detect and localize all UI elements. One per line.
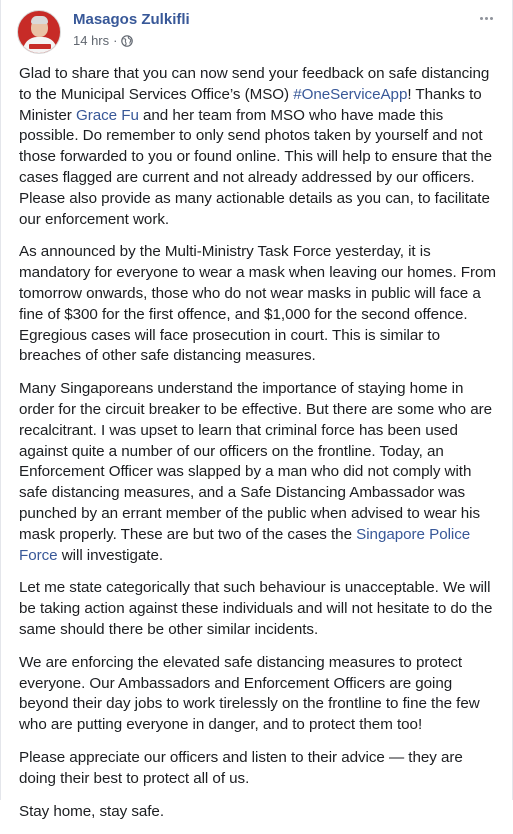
more-options-dot [480,17,483,20]
more-options-icon[interactable] [476,12,496,24]
post-text: Many Singaporeans understand the importance of staying home in order for the circuit breaker to be effective. But there are some who are recalcitrant. I was upset to learn that criminal force has been used against quite a number of our officers on the frontline. Today, an Enforcement Officer was slapped by a man who did not comply with safe distancing measures, and a Safe Distancing Ambassador was punched by an errant member of the public when advised to wear his mask properly. These are but two of the cases the [19,380,493,543]
avatar-hair [31,16,48,24]
post-text: Please appreciate our officers and listen to their advice — they are doing their best to protect all of us. [19,748,463,787]
post-text: and her team from MSO who have made this possible. Do remember to only send photos taken by yourself and not those forwarded to you or found online. This will help to ensure that the cases flagged are current and not already addressed by our officers. Please also provide as many actionable details as you can, to facilitate our enforcement work. [19,106,493,228]
post-time[interactable]: 14 hrs [73,33,110,48]
post-text: Let me state categorically that such behaviour is unacceptable. We will be taking action against these individuals and will not hesitate to do the same should there be other similar incidents. [19,579,493,638]
more-options-dot [485,17,488,20]
post-link[interactable]: Singapore Police Force [19,525,471,564]
meta-separator: · [113,33,118,48]
post-text: Glad to share that you can now send your feedback on safe distancing to the Municipal Services Office’s (MSO) [19,65,490,103]
post-paragraph [19,64,502,230]
post-paragraph [19,653,502,736]
author-avatar[interactable] [17,10,61,54]
avatar-badge [29,44,51,49]
post-meta [73,33,133,48]
post-text: ! Thanks to Minister [19,85,482,124]
post-paragraph [19,379,502,566]
post-body [19,64,502,834]
post-text: As announced by the Multi-Ministry Task Force yesterday, it is mandatory for everyone to wear a mask when leaving our homes. From tomorrow onwards, those who do not wear masks in public will face a fine of $300 for the first offence, and $1,000 for the second offence. Egregious cases will face prosecution in court. This is similar to breaches of other safe distancing measures. [19,243,497,365]
globe-icon[interactable] [121,35,133,47]
author-name[interactable]: Masagos Zulkifli [73,11,190,28]
post-text: will investigate. [57,546,164,564]
more-options-dot [490,17,493,20]
post-paragraph [19,578,502,640]
post-paragraph [19,802,502,823]
post-paragraph [19,748,502,790]
post-link[interactable]: Grace Fu [75,106,139,124]
post-text: We are enforcing the elevated safe distancing measures to protect everyone. Our Ambassadors and Enforcement Officers are going beyond their day jobs to work tirelessly on the frontline to fine the few who are putting everyone in danger, and to protect them too! [19,653,480,734]
post-text: Stay home, stay safe. [19,802,164,820]
post-link[interactable]: #OneServiceApp [293,85,408,103]
post-header [17,10,500,54]
post-paragraph [19,242,502,367]
